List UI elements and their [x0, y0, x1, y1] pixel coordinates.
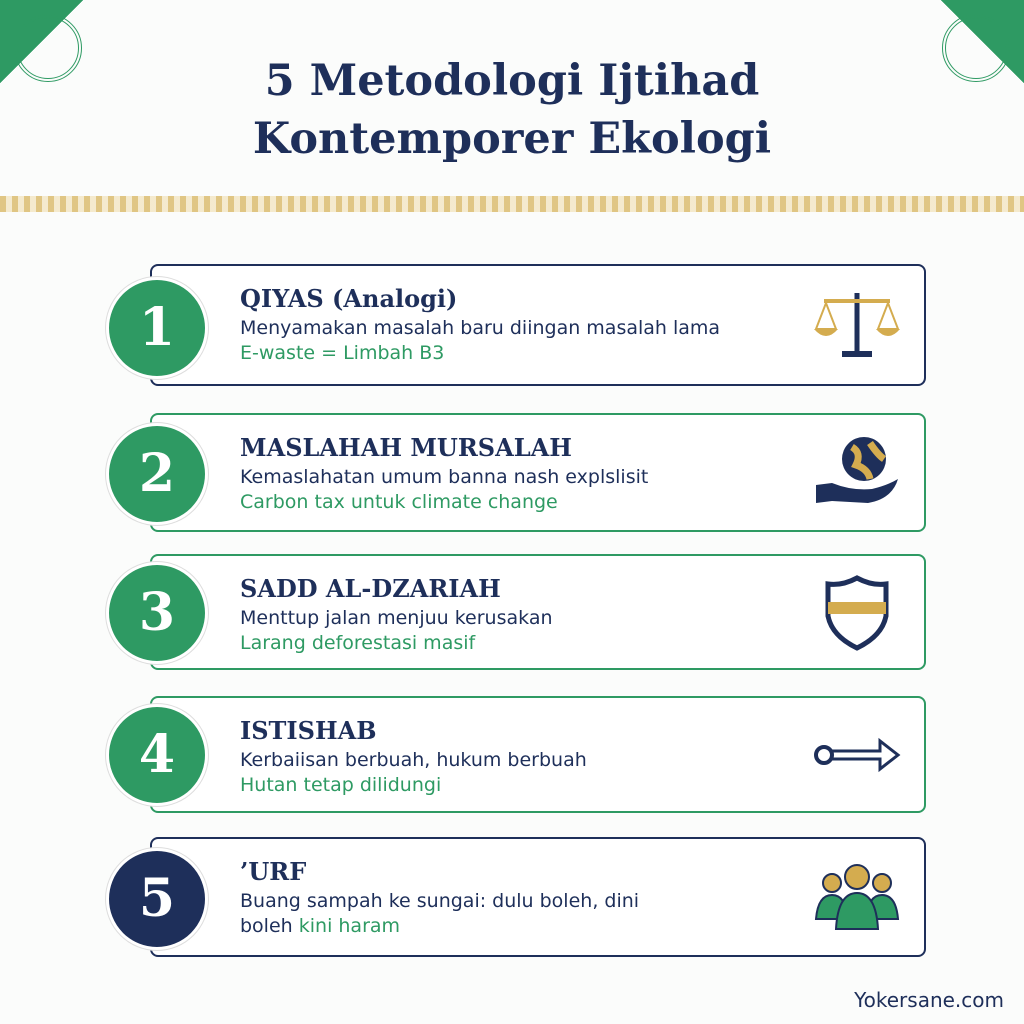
method-card-maslahah	[150, 413, 926, 532]
title-line-1: 5 Metodologi Ijtihad	[264, 56, 760, 106]
method-card-urf	[150, 837, 926, 957]
method-name: MASLAHAH MURSALAH	[240, 433, 572, 462]
method-desc: Menyamakan masalah baru diingan masalah lama	[240, 317, 721, 339]
method-example: Hutan tetap dilidungi	[240, 774, 442, 796]
method-example: Larang deforestasi masif	[240, 632, 476, 654]
shield-icon	[812, 572, 902, 652]
people-icon	[812, 857, 902, 937]
method-card-istishab	[150, 696, 926, 813]
method-card-qiyas	[150, 264, 926, 386]
scale-icon	[812, 285, 902, 365]
method-desc: Menttup jalan menjuu kerusakan	[240, 607, 553, 629]
step-number-1: 1	[106, 277, 208, 379]
method-name: ISTISHAB	[240, 716, 377, 745]
method-desc: Kemaslahatan umum banna nash explslisit	[240, 466, 649, 488]
method-desc-cont: boleh	[240, 915, 293, 937]
page-title	[0, 52, 1024, 168]
method-name: SADD AL-DZARIAH	[240, 574, 501, 603]
decorative-band	[0, 196, 1024, 212]
method-name: QIYAS (Analogi)	[240, 284, 458, 313]
method-card-sadd-al-dzariah	[150, 554, 926, 670]
footer-watermark: Yokersane.com	[854, 988, 1004, 1012]
method-example: E-waste = Limbah B3	[240, 342, 445, 364]
step-number-2: 2	[106, 423, 208, 525]
method-desc: Kerbaiisan berbuah, hukum berbuah	[240, 749, 587, 771]
method-name: ’URF	[240, 857, 307, 886]
globe-in-hand-icon	[812, 433, 902, 513]
step-number-4: 4	[106, 704, 208, 806]
method-example: kini haram	[298, 915, 401, 937]
step-number-5: 5	[106, 848, 208, 950]
title-line-2: Kontemporer Ekologi	[252, 114, 772, 164]
arrow-right-icon	[812, 715, 902, 795]
method-desc: Buang sampah ke sungai: dulu boleh, dini	[240, 890, 640, 912]
step-number-3: 3	[106, 562, 208, 664]
method-example: Carbon tax untuk climate change	[240, 491, 558, 513]
